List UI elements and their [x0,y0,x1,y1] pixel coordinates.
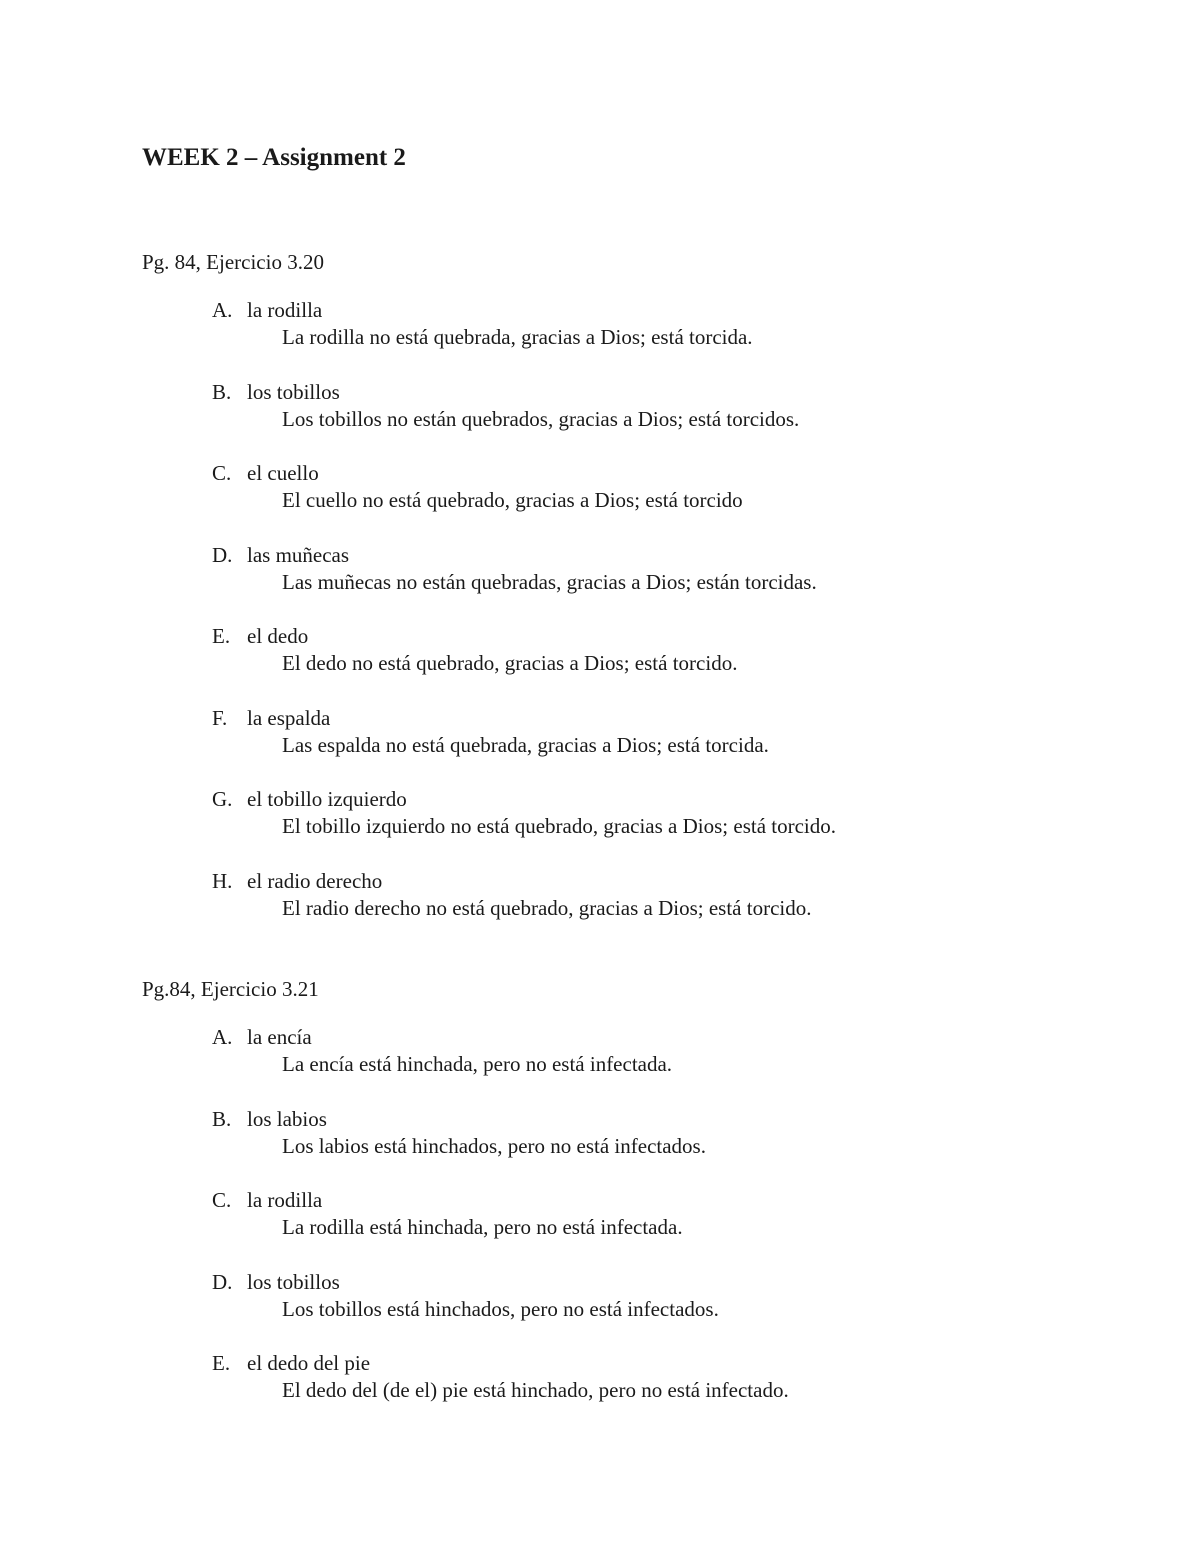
item-sentence: La encía está hinchada, pero no está infectada. [282,1052,673,1076]
item-letter: F. [212,705,228,730]
item-term: la rodilla [247,298,323,322]
item-sentence: Las muñecas no están quebradas, gracias a Dios; están torcidas. [282,569,817,594]
list-item [142,1023,1142,1105]
exercise-list [142,296,1142,948]
item-term: la encía [247,1025,312,1049]
item-sentence: El cuello no está quebrado, gracias a Dios; está torcido [282,488,743,512]
list-item [142,1349,1142,1431]
section-heading: Pg. 84, Ejercicio 3.20 [142,250,324,274]
item-term: los labios [247,1106,327,1131]
item-term: el dedo del pie [247,1351,371,1375]
list-item [142,296,1142,378]
item-term: el tobillo izquierdo [247,787,407,811]
item-sentence: Los labios está hinchados, pero no está infectados. [282,1133,706,1158]
item-letter: C. [212,461,232,485]
exercise-list [142,1023,1142,1431]
item-letter: G. [212,787,233,811]
item-term: el cuello [247,461,319,485]
list-item [142,541,1142,623]
item-letter: A. [212,1025,233,1049]
item-term: las muñecas [247,542,350,567]
item-sentence: El dedo no está quebrado, gracias a Dios; está torcido. [282,651,738,675]
item-sentence: La rodilla está hinchada, pero no está infectada. [282,1215,683,1239]
item-term: la rodilla [247,1188,323,1212]
item-letter: C. [212,1188,232,1212]
item-letter: D. [212,1269,233,1294]
item-letter: A. [212,298,233,322]
item-sentence: El dedo del (de el) pie está hinchado, pero no está infectado. [282,1378,789,1402]
item-sentence: La rodilla no está quebrada, gracias a Dios; está torcida. [282,325,753,349]
item-letter: B. [212,1106,232,1131]
item-letter: H. [212,868,233,893]
exercise-section-3-20 [142,248,1142,948]
list-item [142,867,1142,949]
item-sentence: El tobillo izquierdo no está quebrado, gracias a Dios; está torcido. [282,814,837,838]
list-item [142,378,1142,460]
list-item [142,1186,1142,1268]
list-item [142,1105,1142,1187]
document-title: WEEK 2 – Assignment 2 [142,144,406,171]
item-term: el dedo [247,624,309,648]
item-sentence: Los tobillos no están quebrados, gracias a Dios; está torcidos. [282,406,800,431]
item-term: la espalda [247,705,331,730]
list-item [142,704,1142,786]
list-item [142,1268,1142,1350]
list-item [142,622,1142,704]
item-sentence: Las espalda no está quebrada, gracias a Dios; está torcida. [282,732,769,757]
item-letter: B. [212,379,232,404]
item-sentence: Los tobillos está hinchados, pero no está infectados. [282,1296,719,1321]
item-letter: D. [212,542,233,567]
item-letter: E. [212,1351,231,1375]
list-item [142,459,1142,541]
item-sentence: El radio derecho no está quebrado, gracias a Dios; está torcido. [282,895,812,920]
item-term: el radio derecho [247,868,383,893]
item-letter: E. [212,624,231,648]
exercise-section-3-21 [142,975,1142,1431]
section-heading: Pg.84, Ejercicio 3.21 [142,977,319,1001]
item-term: los tobillos [247,1269,340,1294]
item-term: los tobillos [247,379,340,404]
list-item [142,785,1142,867]
